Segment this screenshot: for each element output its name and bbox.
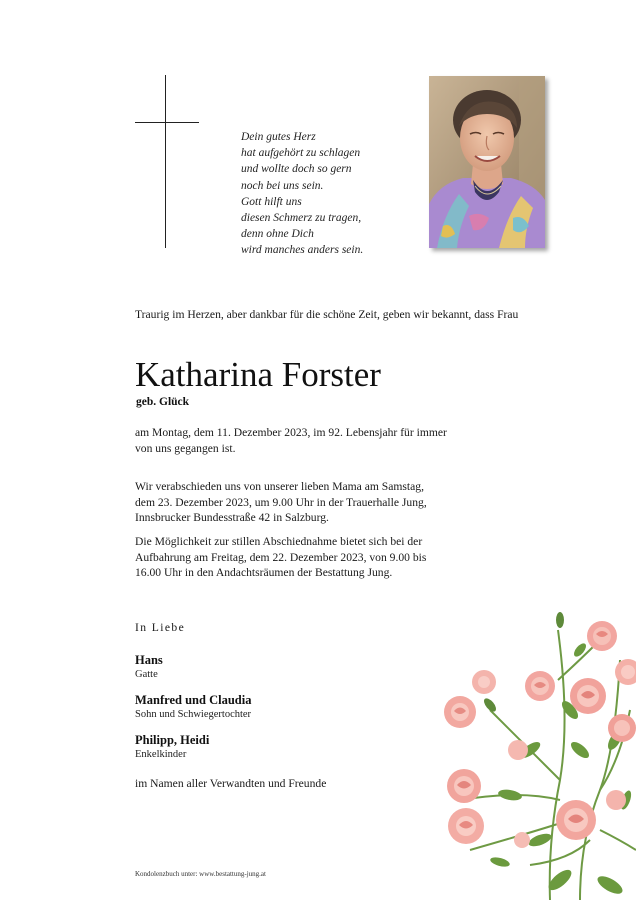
funeral-line: Wir verabschieden uns von unserer lieben Mama am Samstag,: [135, 480, 424, 493]
viewing-line: Die Möglichkeit zur stillen Abschiednahme bietet sich bei der: [135, 535, 423, 548]
poem-line: hat aufgehört zu schlagen: [241, 147, 361, 160]
deceased-name: Katharina Forster: [135, 355, 381, 394]
in-love-heading: In Liebe: [135, 621, 186, 634]
mourner-name: Philipp, Heidi: [135, 733, 210, 747]
poem-line: diesen Schmerz zu tragen,: [241, 212, 362, 225]
rose-bouquet-illustration: [430, 600, 636, 900]
mourner-name: Hans: [135, 653, 163, 667]
rose-bouquet-decoration: [430, 600, 636, 900]
maiden-name: geb. Glück: [136, 396, 190, 408]
mourner-name: Manfred und Claudia: [135, 693, 252, 707]
portrait-photo: [429, 76, 545, 248]
viewing-details: [135, 534, 535, 581]
viewing-line: 16.00 Uhr in den Andachtsräumen der Bestattung Jung.: [135, 566, 393, 580]
condolence-footer: Kondolenzbuch unter: www.bestattung-jung.at: [135, 870, 266, 878]
poem-line: wird manches anders sein.: [241, 244, 364, 257]
poem-line: Dein gutes Herz: [241, 131, 316, 143]
poem-line: und wollte doch so gern: [241, 163, 352, 176]
mourner-entry: [135, 692, 251, 721]
poem-line: denn ohne Dich: [241, 228, 314, 241]
mourner-relation: Gatte: [135, 669, 158, 680]
portrait-illustration: [429, 76, 545, 248]
closing-line: im Namen aller Verwandten und Freunde: [135, 777, 327, 790]
poem: [241, 129, 363, 259]
cross-vertical-line: [165, 75, 166, 248]
death-notice-line: von uns gegangen ist.: [135, 441, 236, 455]
viewing-line: Aufbahrung am Freitag, dem 22. Dezember 2023, von 9.00 bis: [135, 550, 427, 564]
mourner-relation: Sohn und Schwiegertochter: [135, 709, 252, 720]
funeral-line: Innsbrucker Bundesstraße 42 in Salzburg.: [135, 511, 329, 525]
poem-line: Gott hilft uns: [241, 195, 302, 208]
mourner-relation: Enkelkinder: [135, 749, 187, 760]
poem-line: noch bei uns sein.: [241, 179, 324, 192]
funeral-line: dem 23. Dezember 2023, um 9.00 Uhr in der Trauerhalle Jung,: [135, 495, 427, 509]
funeral-details: [135, 479, 535, 526]
mourner-entry: [135, 732, 209, 761]
intro-text: Traurig im Herzen, aber dankbar für die schöne Zeit, geben wir bekannt, dass Frau: [135, 308, 519, 321]
death-notice-line: am Montag, dem 11. Dezember 2023, im 92. Lebensjahr für immer: [135, 426, 447, 439]
cross-horizontal-line: [135, 122, 199, 123]
mourner-entry: [135, 652, 163, 681]
death-notice: [135, 425, 535, 456]
